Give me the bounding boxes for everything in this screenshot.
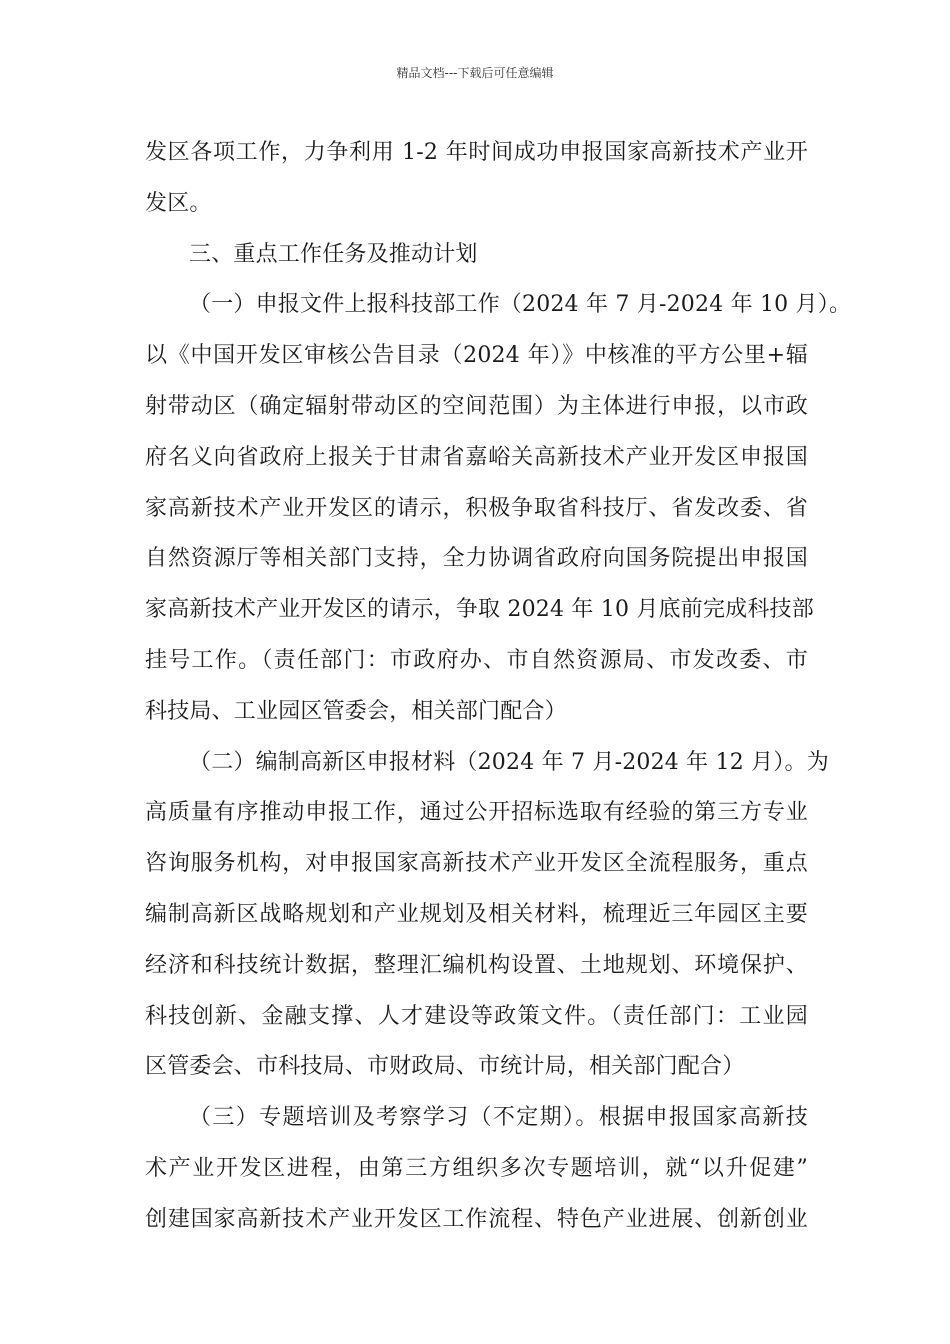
body-text [145,128,852,1246]
text-line: 家高新技术产业开发区的请示，积极争取省科技厅、省发改委、省 [145,495,808,521]
text-line: 咨询服务机构，对申报国家高新技术产业开发区全流程服务，重点 [145,851,808,877]
text-line: 经济和科技统计数据，整理汇编机构设置、土地规划、环境保护、 [145,952,808,978]
page-header: 精品文档---下载后可任意编辑 [396,66,554,80]
text-line: 发区。 [145,190,212,216]
text-line: 编制高新区战略规划和产业规划及相关材料，梳理近三年园区主要 [145,901,808,927]
text-line: 术产业开发区进程，由第三方组织多次专题培训，就“以升促建” [145,1155,808,1181]
subsection-heading: （三）专题培训及考察学习（不定期）。根据申报国家高新技 [189,1105,808,1131]
text-line: 科技创新、金融支撑、人才建设等政策文件。（责任部门：工业园 [145,1003,808,1029]
text-line: 科技局、工业园区管委会，相关部门配合） [145,698,567,724]
text-line: 以《中国开发区审核公告目录（2024 年）》中核准的平方公里+辐 [145,343,808,369]
text-line: 高质量有序推动申报工作，通过公开招标选取有经验的第三方专业 [145,800,808,826]
text-line: 自然资源厅等相关部门支持，全力协调省政府向国务院提出申报国 [145,546,808,572]
text-line: 区管委会、市科技局、市财政局、市统计局，相关部门配合） [145,1054,745,1080]
text-line: 府名义向省政府上报关于甘肃省嘉峪关高新技术产业开发区申报国 [145,444,808,470]
section-heading: 三、重点工作任务及推动计划 [189,241,478,267]
subsection-heading: （二）编制高新区申报材料（2024 年 7 月-2024 年 12 月）。为 [189,749,829,775]
text-line: 发区各项工作，力争利用 1-2 年时间成功申报国家高新技术产业开 [145,140,808,165]
text-line: 射带动区（确定辐射带动区的空间范围）为主体进行申报，以市政 [145,393,808,419]
subsection-heading: （一）申报文件上报科技部工作（2024 年 7 月-2024 年 10 月）。 [189,292,852,318]
text-line: 创建国家高新技术产业开发区工作流程、特色产业进展、创新创业 [145,1206,808,1232]
text-line: 家高新技术产业开发区的请示，争取 2024 年 10 月底前完成科技部 [145,597,814,623]
text-line: 挂号工作。（责任部门：市政府办、市自然资源局、市发改委、市 [145,647,808,673]
